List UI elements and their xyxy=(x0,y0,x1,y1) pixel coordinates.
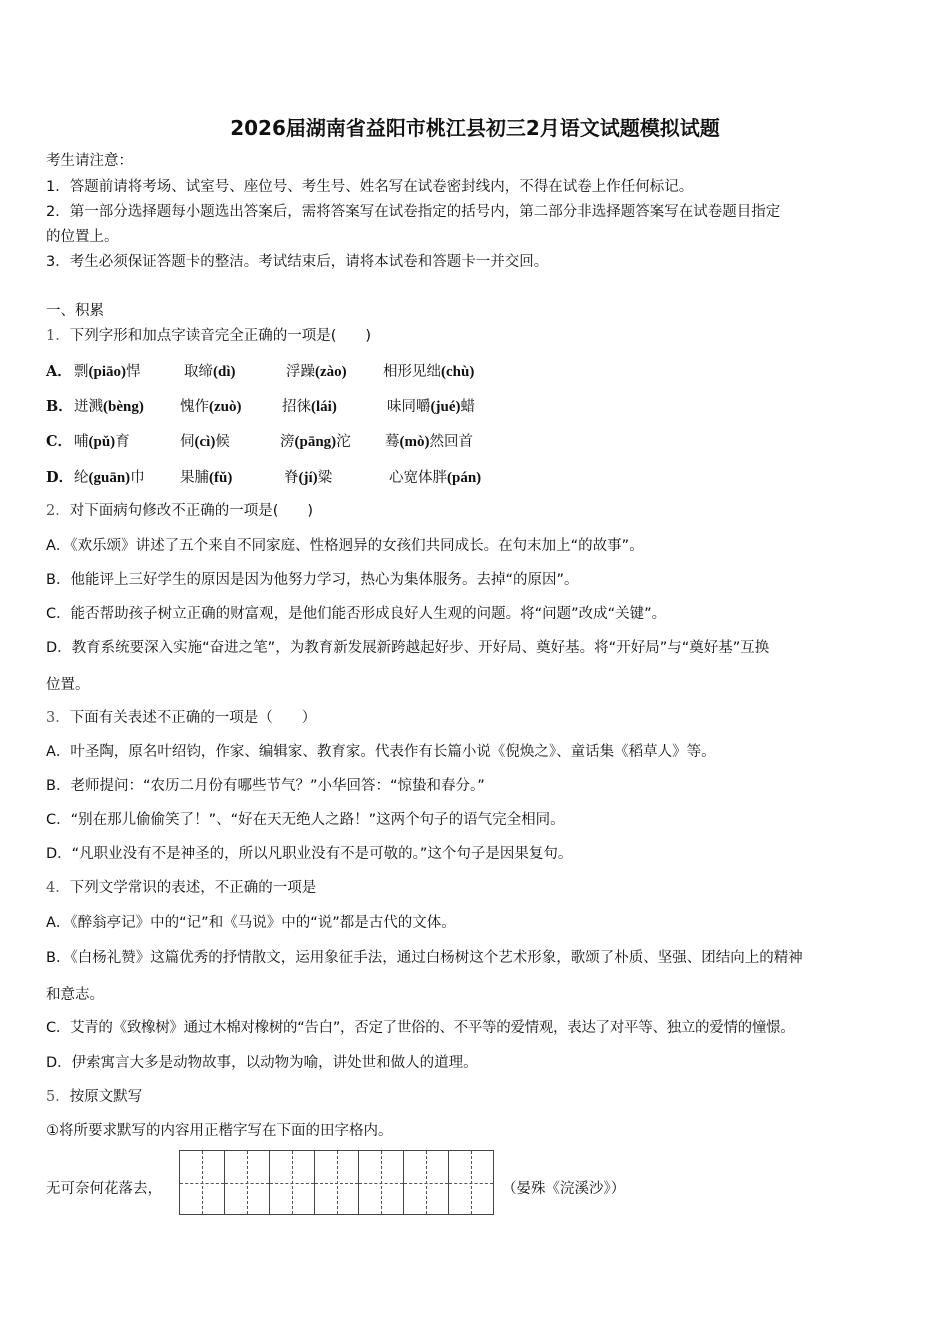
tianzige-cell[interactable] xyxy=(180,1151,225,1214)
notice-item: 1．答题前请将考场、试室号、座位号、考生号、姓名写在试卷密封线内，不得在试卷上作任何标记。 xyxy=(46,179,694,195)
tianzige-cell[interactable] xyxy=(225,1151,270,1214)
pinyin-item: 脊(jí)粱 xyxy=(284,470,333,486)
question-4-option-a: A．《醉翁亭记》中的“记”和《马说》中的“说”都是古代的文体。 xyxy=(46,915,456,931)
question-2-option-c: C．能否帮助孩子树立正确的财富观，是他们能否形成良好人生观的问题。将“问题”改成“关键”。 xyxy=(46,606,667,622)
pinyin-item: 哺(pǔ)育 xyxy=(74,434,130,450)
question-3-option-b: B．老师提问：“农历二月份有哪些节气？”小华回答：“惊蛰和春分。” xyxy=(46,778,485,794)
question-number: 4． xyxy=(46,880,70,896)
pinyin-item: 迸溅(bèng) xyxy=(74,399,144,415)
tianzige-cell[interactable] xyxy=(359,1151,404,1214)
pinyin-item: 招徕(lái) xyxy=(282,399,337,415)
question-number: 1． xyxy=(46,328,70,344)
question-3-stem: 3．下面有关表述不正确的一项是（ ） xyxy=(46,710,317,726)
dictation-prompt: 无可奈何花落去， xyxy=(46,1181,162,1197)
question-3-option-c: C．“别在那儿偷偷笑了！”、“好在天无绝人之路！”这两个句子的语气完全相同。 xyxy=(46,812,565,828)
question-5-stem: 5．按原文默写 xyxy=(46,1089,143,1105)
notice-item: 2．第一部分选择题每小题选出答案后，需将答案写在试卷指定的括号内，第二部分非选择题答案写在试卷题目指定 xyxy=(46,204,781,220)
question-3-option-d: D．“凡职业没有不是神圣的，所以凡职业没有不是可敬的。”这个句子是因果复句。 xyxy=(46,846,573,862)
question-2-option-a: A．《欢乐颂》讲述了五个来自不同家庭、性格迥异的女孩们共同成长。在句末加上“的故事”。 xyxy=(46,538,644,554)
question-1-stem: 1．下列字形和加点字读音完全正确的一项是( ) xyxy=(46,328,372,344)
notice-item: 的位置上。 xyxy=(46,229,119,245)
question-3-option-a: A．叶圣陶，原名叶绍钧，作家、编辑家、教育家。代表作有长篇小说《倪焕之》、童话集《稻草人》等。 xyxy=(46,744,716,760)
pinyin-item: 伺(cì)候 xyxy=(180,434,230,450)
tianzige-cell[interactable] xyxy=(449,1151,493,1214)
tianzige-grid[interactable] xyxy=(179,1150,494,1215)
question-2-stem: 2．对下面病句修改不正确的一项是( ) xyxy=(46,503,314,519)
question-4-option-c: C．艾青的《致橡树》通过木棉对橡树的“告白”，否定了世俗的、不平等的爱情观，表达了对平等、独立的爱情的憧憬。 xyxy=(46,1020,795,1036)
question-4-stem: 4．下列文学常识的表述，不正确的一项是 xyxy=(46,880,317,896)
pinyin-item: 味同嚼(jué)蜡 xyxy=(387,399,475,415)
question-2-option-d-cont: 位置。 xyxy=(46,677,90,693)
tianzige-cell[interactable] xyxy=(270,1151,315,1214)
option-label: A． xyxy=(46,363,72,380)
pinyin-item: 相形见绌(chù) xyxy=(383,364,475,380)
question-5-instruction: ①将所要求默写的内容用正楷字写在下面的田字格内。 xyxy=(46,1123,393,1139)
pinyin-item: 愧作(zuò) xyxy=(180,399,242,415)
pinyin-item: 果脯(fǔ) xyxy=(180,470,233,486)
tianzige-cell[interactable] xyxy=(315,1151,360,1214)
notice-heading: 考生请注意： xyxy=(46,153,133,169)
question-4-option-d: D．伊索寓言大多是动物故事，以动物为喻，讲处世和做人的道理。 xyxy=(46,1055,478,1071)
pinyin-item: 心宽体胖(pán) xyxy=(389,470,482,486)
question-2-option-d: D．教育系统要深入实施“奋进之笔”，为教育新发展新跨越起好步、开好局、奠好基。将“开好局”与“奠好基”互换 xyxy=(46,640,770,656)
pinyin-item: 蓦(mò)然回首 xyxy=(385,434,473,450)
pinyin-item: 剽(piāo)悍 xyxy=(74,364,141,380)
tianzige-cell[interactable] xyxy=(404,1151,449,1214)
pinyin-item: 取缔(dì) xyxy=(184,364,236,380)
question-number: 3． xyxy=(46,710,70,726)
dictation-source: （晏殊《浣溪沙》） xyxy=(502,1181,626,1197)
question-number: 2． xyxy=(46,503,70,519)
page-title: 2026届湖南省益阳市桃江县初三2月语文试题模拟试题 xyxy=(230,116,720,140)
question-number: 5． xyxy=(46,1089,70,1105)
option-label: B． xyxy=(46,398,73,415)
pinyin-item: 滂(pāng)沱 xyxy=(280,434,351,450)
pinyin-item: 纶(guān)巾 xyxy=(74,470,145,486)
section-heading: 一、积累 xyxy=(46,303,104,319)
notice-item: 3．考生必须保证答题卡的整洁。考试结束后，请将本试卷和答题卡一并交回。 xyxy=(46,254,549,270)
option-label: D． xyxy=(46,469,74,486)
question-4-option-b: B．《白杨礼赞》这篇优秀的抒情散文，运用象征手法，通过白杨树这个艺术形象，歌颂了朴质、坚强、团结向上的精神 xyxy=(46,950,803,966)
option-label: C． xyxy=(46,433,73,450)
pinyin-item: 浮躁(zào) xyxy=(286,364,347,380)
question-2-option-b: B．他能评上三好学生的原因是因为他努力学习，热心为集体服务。去掉“的原因”。 xyxy=(46,572,579,588)
question-4-option-b-cont: 和意志。 xyxy=(46,987,104,1003)
